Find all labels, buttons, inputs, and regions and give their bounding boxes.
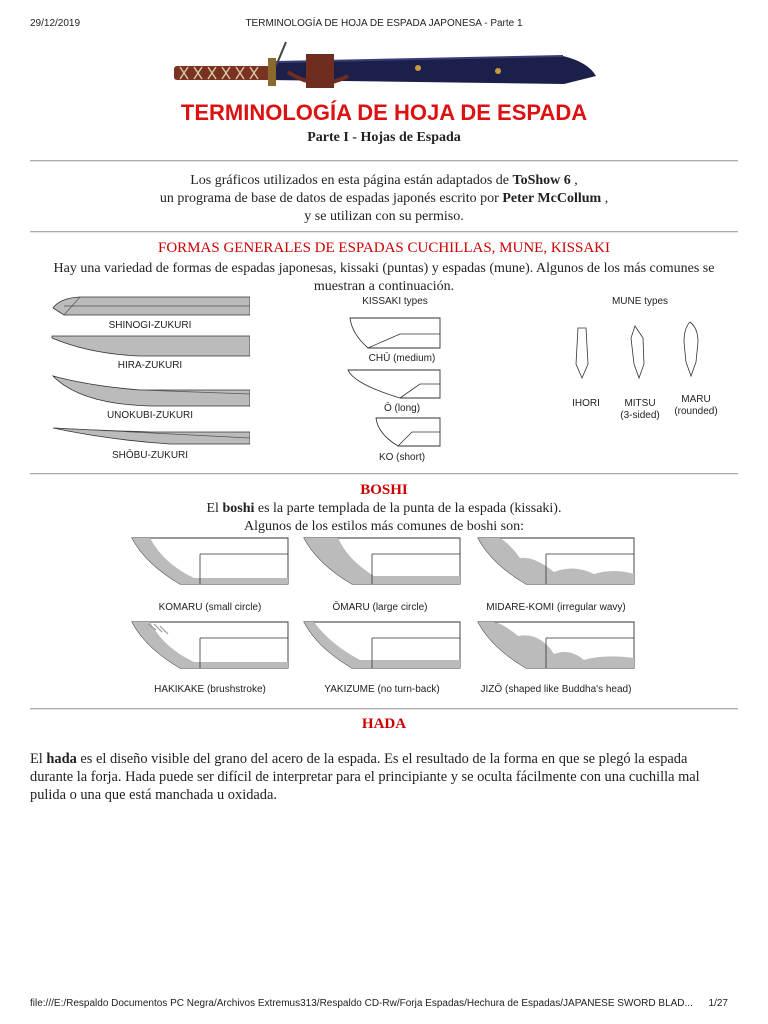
blade-label: UNOKUBI-ZUKURI [106,410,194,421]
divider [30,160,738,162]
shapes-intro: Hay una variedad de formas de espadas japonesas, kissaki (puntas) y espadas (mune). Algunos de los más comunes se muestran a continuación. [53,261,715,294]
kissaki-figure [340,294,450,466]
blade-label: HIRA-ZUKURI [117,360,183,371]
boshi-komaru [132,538,288,613]
katana-illustration [168,40,600,96]
mune-desc: (rounded) [674,406,718,417]
mune-title: MUNE types [611,296,669,307]
mune-label: MARU [681,394,711,405]
boshi-omaru [304,538,460,613]
page-count: 1/27 [708,998,728,1009]
kissaki-label: Ō (long) [383,403,421,414]
print-page-title: TERMINOLOGÍA DE HOJA DE ESPADA JAPONESA - Parte 1 [245,18,523,29]
divider [30,473,738,475]
boshi-intro: El boshi es la parte templada de la punta de la espada (kissaki). Algunos de los estilos más comunes de boshi son: [206,501,562,534]
mune-ihori [572,328,600,409]
page-title: TERMINOLOGÍA DE HOJA DE ESPADA [180,100,588,125]
kissaki-label: KO (short) [378,452,426,463]
boshi-midare-komi [478,538,634,613]
kissaki-chu [350,318,440,364]
print-url: file:///E:/Respaldo Documentos PC Negra/Archivos Extremus313/Respaldo CD-Rw/Forja Espadas/Hechura de Espadas/JAPANESE SWORD BLAD... [30,998,693,1009]
blade-shinogi [53,297,250,331]
page-subtitle: Parte I - Hojas de Espada [307,130,461,145]
divider [30,708,738,710]
boshi-hakikake [132,622,288,695]
mune-desc: (3-sided) [620,410,660,421]
print-header [30,18,738,32]
blade-unokubi [53,376,250,421]
hada-heading: HADA [361,716,407,732]
divider [30,231,738,233]
boshi-label: ŌMARU (large circle) [332,602,428,613]
blade-label: SHŌBU-ZUKURI [111,450,189,461]
print-date: 29/12/2019 [30,18,81,29]
credits: Los gráficos utilizados en esta página están adaptados de ToShow 6 , un programa de base de datos de espadas japonés escrito por Peter McCollum , y se utilizan con su permiso. [159,173,609,224]
boshi-label: HAKIKAKE (brushstroke) [154,684,266,695]
boshi-heading: BOSHI [360,482,408,498]
print-footer [30,998,738,1012]
kissaki-title: KISSAKI types [362,296,428,307]
toshow-link: ToShow 6 [512,173,571,188]
author-name: Peter McCollum [502,191,602,206]
mune-maru [674,322,717,417]
boshi-label: JIZŌ (shaped like Buddha's head) [480,684,632,695]
blade-label: SHINOGI-ZUKURI [108,320,192,331]
boshi-label: MIDARE-KOMI (irregular wavy) [486,602,626,613]
boshi-label: KOMARU (small circle) [158,602,262,613]
blade-hira [52,336,250,371]
blade-shapes-figure [50,294,250,466]
mune-figure [560,294,720,434]
boshi-label: YAKIZUME (no turn-back) [324,684,440,695]
kissaki-label: CHŪ (medium) [368,353,436,364]
kissaki-o [348,370,440,414]
hada-paragraph: El hada es el diseño visible del grano del acero de la espada. Es el resultado de la forma en que se plegó la espada durante la forja. Hada puede ser difícil de interpretar para el principiante y se oculta fácilmente con una cuchilla mal pulida o una que está manchada u oxidada. [30,751,700,803]
boshi-yakizume [304,622,460,695]
shapes-heading: FORMAS GENERALES DE ESPADAS CUCHILLAS, MUNE, KISSAKI [158,240,610,256]
kissaki-ko [376,418,440,463]
mune-label: IHORI [572,398,600,409]
boshi-figure [128,534,638,700]
mune-label: MITSU [624,398,656,409]
blade-shobu [53,428,250,461]
mune-mitsu [620,326,659,421]
boshi-jizo [478,622,634,695]
hada-term: hada [46,751,77,767]
